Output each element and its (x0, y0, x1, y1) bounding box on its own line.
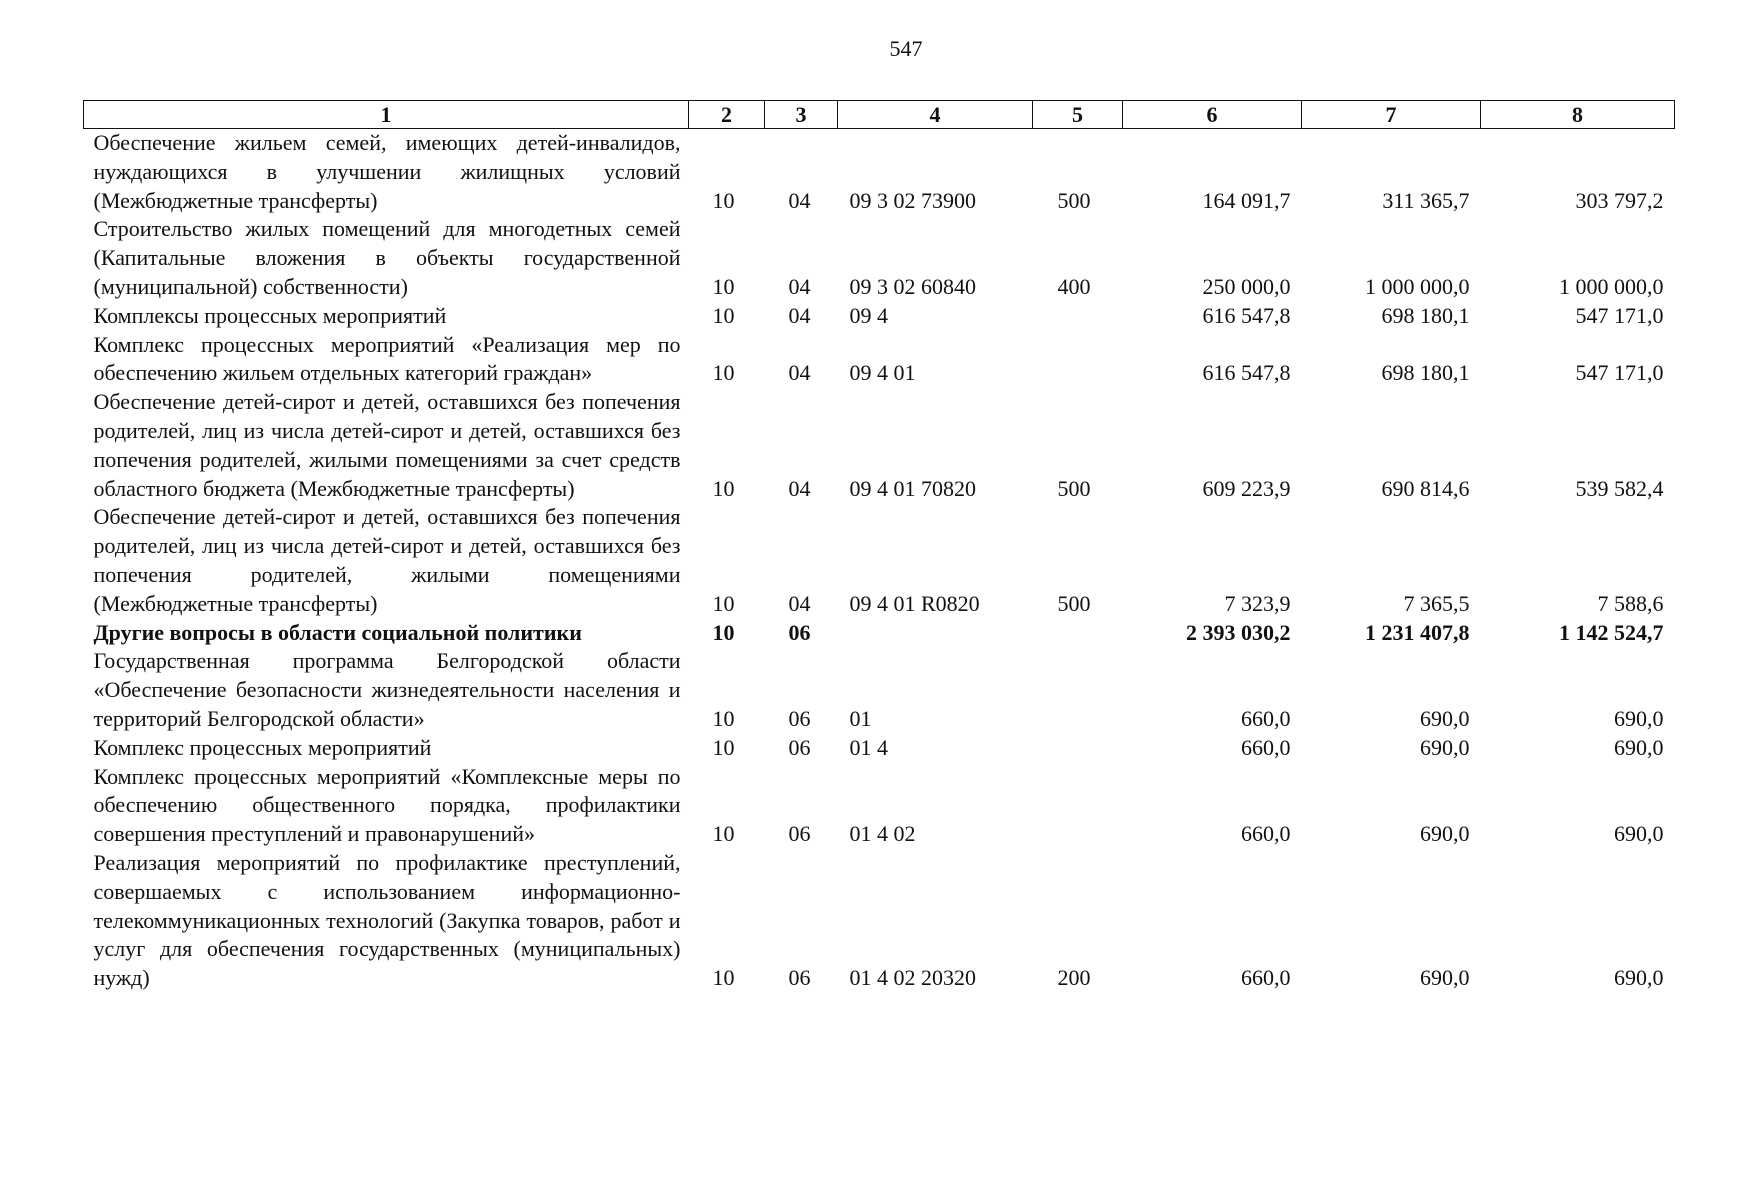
row-amount-col6: 250 000,0 (1202, 273, 1291, 299)
header-col-1: 1 (84, 101, 689, 129)
header-row (84, 101, 1675, 129)
table-header (84, 101, 1675, 129)
row-name: Реализация мероприятий по профилактике преступлений, совершаемых с использованием информационно-телекоммуникационных технологий (Закупка товаров, работ и услуг для обеспечения государственных (муниципальных) нужд) (93, 849, 681, 991)
row-section: 10 (712, 821, 735, 847)
row-amount-col8: 1 000 000,0 (1559, 273, 1664, 299)
row-amount-col6: 660,0 (1241, 821, 1291, 847)
row-expense-type (1033, 647, 1123, 733)
row-target-code: 09 3 02 60840 (849, 273, 976, 299)
row-target-code: 09 4 01 70820 (849, 475, 976, 501)
row-target-code: 01 (849, 705, 872, 731)
table-row (84, 129, 1675, 216)
row-section: 10 (712, 965, 735, 991)
row-amount-col6: 616 547,8 (1202, 360, 1291, 386)
table-row (84, 619, 1675, 648)
row-subsection: 04 (788, 475, 811, 501)
row-name: Обеспечение детей-сирот и детей, оставшихся без попечения родителей, лиц из числа детей-сирот и детей, оставшихся без попечения родителей, жилыми помещениями (Межбюджетные трансферты) (93, 504, 681, 616)
row-amount-col6: 616 547,8 (1202, 302, 1291, 328)
table-row (84, 647, 1675, 733)
row-amount-col8: 303 797,2 (1575, 187, 1664, 213)
row-target-code (838, 619, 1033, 648)
row-amount-col6: 660,0 (1241, 705, 1291, 731)
header-col-7: 7 (1302, 101, 1481, 129)
table-body (84, 129, 1675, 993)
row-amount-col7: 690,0 (1420, 705, 1470, 731)
row-subsection: 06 (788, 705, 811, 731)
row-amount-col6: 660,0 (1241, 965, 1291, 991)
row-expense-type: 500 (1057, 475, 1091, 501)
row-amount-col8: 1 142 524,7 (1559, 619, 1664, 645)
table-row (84, 734, 1675, 763)
row-expense-type (1033, 763, 1123, 849)
row-amount-col7: 7 365,5 (1403, 590, 1470, 616)
row-target-code: 09 4 01 (849, 360, 916, 386)
table-row (84, 849, 1675, 993)
row-amount-col6: 164 091,7 (1202, 187, 1291, 213)
table-row (84, 331, 1675, 389)
row-name: Другие вопросы в области социальной политики (93, 619, 582, 645)
row-section: 10 (712, 619, 735, 645)
row-amount-col6: 660,0 (1241, 734, 1291, 760)
row-target-code: 01 4 02 (849, 821, 916, 847)
row-name: Комплексы процессных мероприятий (93, 302, 447, 328)
row-amount-col8: 547 171,0 (1575, 302, 1664, 328)
row-subsection: 06 (788, 619, 811, 645)
row-amount-col8: 690,0 (1614, 734, 1664, 760)
row-subsection: 06 (788, 734, 811, 760)
row-subsection: 04 (788, 302, 811, 328)
table-row (84, 302, 1675, 331)
row-amount-col8: 690,0 (1614, 705, 1664, 731)
row-name: Комплекс процессных мероприятий (93, 734, 432, 760)
row-amount-col7: 698 180,1 (1381, 360, 1470, 386)
row-amount-col6: 7 323,9 (1224, 590, 1291, 616)
row-section: 10 (712, 475, 735, 501)
row-section: 10 (712, 360, 735, 386)
row-amount-col8: 539 582,4 (1575, 475, 1664, 501)
row-expense-type (1033, 619, 1123, 648)
row-amount-col8: 547 171,0 (1575, 360, 1664, 386)
row-target-code: 09 4 (849, 302, 888, 328)
row-expense-type: 200 (1057, 965, 1091, 991)
row-amount-col6: 609 223,9 (1202, 475, 1291, 501)
row-amount-col7: 690 814,6 (1381, 475, 1470, 501)
row-section: 10 (712, 302, 735, 328)
row-target-code: 01 4 (849, 734, 888, 760)
row-name: Государственная программа Белгородской области «Обеспечение безопасности жизнедеятельности населения и территорий Белгородской области» (93, 648, 681, 731)
row-expense-type: 500 (1057, 590, 1091, 616)
row-target-code: 09 3 02 73900 (849, 187, 976, 213)
header-col-4: 4 (838, 101, 1033, 129)
header-col-8: 8 (1481, 101, 1675, 129)
row-target-code: 09 4 01 R0820 (849, 590, 980, 616)
row-amount-col7: 698 180,1 (1381, 302, 1470, 328)
row-name: Строительство жилых помещений для многодетных семей (Капитальные вложения в объекты государственной (муниципальной) собственности) (93, 216, 681, 299)
budget-table (83, 100, 1675, 993)
row-expense-type (1033, 734, 1123, 763)
row-section: 10 (712, 590, 735, 616)
row-section: 10 (712, 273, 735, 299)
row-name: Обеспечение жильем семей, имеющих детей-инвалидов, нуждающихся в улучшении жилищных условий (Межбюджетные трансферты) (93, 130, 681, 213)
table-row (84, 388, 1675, 503)
row-name: Комплекс процессных мероприятий «Реализация мер по обеспечению жильем отдельных категорий граждан» (93, 331, 681, 386)
row-amount-col8: 7 588,6 (1597, 590, 1664, 616)
row-section: 10 (712, 705, 735, 731)
table-row (84, 215, 1675, 301)
row-subsection: 04 (788, 590, 811, 616)
row-name: Комплекс процессных мероприятий «Комплексные меры по обеспечению общественного порядка, профилактики совершения преступлений и правонарушений» (93, 763, 681, 847)
row-section: 10 (712, 187, 735, 213)
row-amount-col7: 1 231 407,8 (1365, 619, 1470, 645)
row-amount-col8: 690,0 (1614, 821, 1664, 847)
row-expense-type (1033, 331, 1123, 389)
row-amount-col7: 690,0 (1420, 734, 1470, 760)
row-subsection: 04 (788, 273, 811, 299)
header-col-3: 3 (765, 101, 838, 129)
row-name: Обеспечение детей-сирот и детей, оставшихся без попечения родителей, лиц из числа детей-сирот и детей, оставшихся без попечения родителей, жилыми помещениями за счет средств областного бюджета (Межбюджетные трансферты) (93, 389, 681, 501)
row-subsection: 06 (788, 821, 811, 847)
row-amount-col8: 690,0 (1614, 965, 1664, 991)
row-amount-col7: 311 365,7 (1382, 187, 1470, 213)
row-expense-type: 400 (1057, 273, 1091, 299)
row-amount-col6: 2 393 030,2 (1186, 619, 1291, 645)
row-target-code: 01 4 02 20320 (849, 965, 976, 991)
row-subsection: 04 (788, 360, 811, 386)
row-subsection: 06 (788, 965, 811, 991)
row-section: 10 (712, 734, 735, 760)
row-amount-col7: 690,0 (1420, 965, 1470, 991)
header-col-2: 2 (689, 101, 765, 129)
row-expense-type: 500 (1057, 187, 1091, 213)
row-amount-col7: 690,0 (1420, 821, 1470, 847)
table-row (84, 503, 1675, 618)
row-subsection: 04 (788, 187, 811, 213)
table-row (84, 763, 1675, 849)
header-col-5: 5 (1033, 101, 1123, 129)
page-number: 547 (889, 36, 923, 61)
header-col-6: 6 (1123, 101, 1302, 129)
row-expense-type (1033, 302, 1123, 331)
row-amount-col7: 1 000 000,0 (1365, 273, 1470, 299)
